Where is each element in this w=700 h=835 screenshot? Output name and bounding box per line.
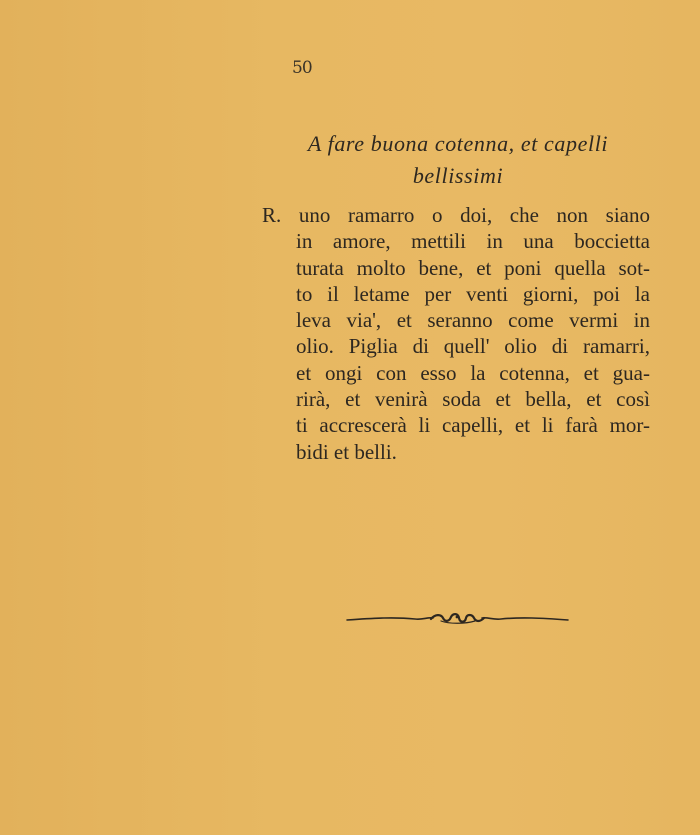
- body-line: R. uno ramarro o doi, che non siano: [262, 203, 650, 227]
- page-number: 50: [292, 58, 312, 78]
- body-line: ti accrescerà li capelli, et li farà mor-: [296, 413, 650, 438]
- body-line: bidi et belli.: [296, 439, 397, 464]
- heading-line: bellissimi: [412, 163, 504, 188]
- body-line: in amore, mettili in una boccietta: [296, 229, 650, 254]
- body-line: to il letame per venti giorni, poi la: [296, 281, 650, 306]
- body-line: olio. Piglia di quell' olio di ramarri,: [296, 334, 650, 359]
- recipe-heading: [268, 128, 648, 192]
- heading-line: A fare buona cotenna, et capelli: [307, 131, 609, 156]
- body-line: rirà, et venirà soda et bella, et così: [296, 387, 650, 412]
- body-line: et ongi con esso la cotenna, et gua-: [296, 360, 650, 385]
- body-line: leva via', et seranno come vermi in: [296, 308, 650, 333]
- body-line: turata molto bene, et poni quella sot-: [296, 255, 650, 280]
- decorative-flourish-icon: [345, 608, 570, 630]
- recipe-body: [262, 202, 662, 465]
